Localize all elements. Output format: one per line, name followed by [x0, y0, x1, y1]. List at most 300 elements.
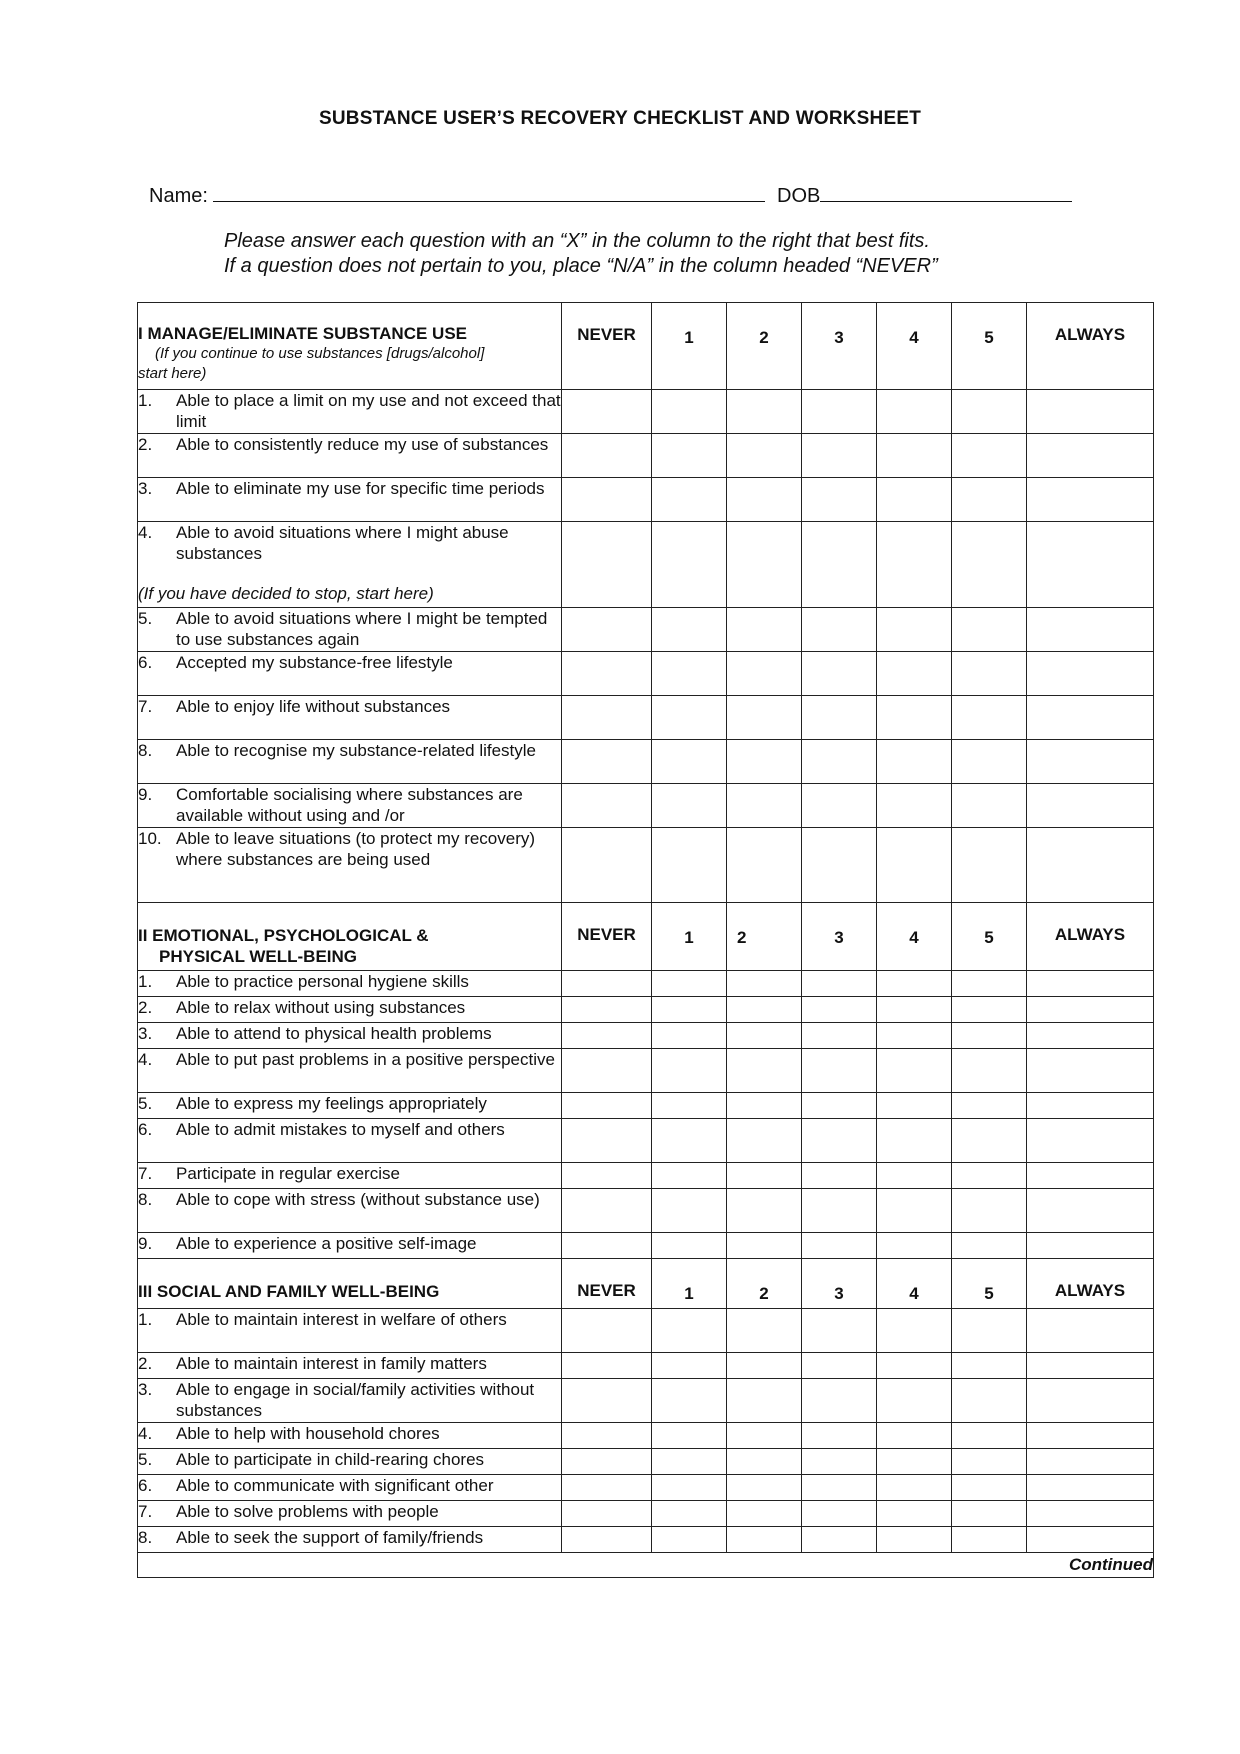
answer-cell-3[interactable] [802, 652, 877, 696]
answer-cell-1[interactable] [652, 784, 727, 828]
answer-cell-1[interactable] [652, 390, 727, 434]
answer-cell-never[interactable] [562, 1527, 652, 1553]
checklist-row [138, 997, 1154, 1023]
column-header-5: 5 [952, 1259, 1027, 1309]
section-title [138, 1259, 561, 1302]
item-text: Able to put past problems in a positive perspective [176, 1050, 555, 1069]
answer-cell-1[interactable] [652, 1233, 727, 1259]
answer-cell-never[interactable] [562, 1163, 652, 1189]
answer-cell-4[interactable] [877, 1233, 952, 1259]
answer-cell-4[interactable] [877, 1189, 952, 1233]
answer-cell-4[interactable] [877, 1353, 952, 1379]
answer-cell-always[interactable] [1027, 1309, 1154, 1353]
question-cell [138, 1309, 562, 1353]
section-note-line-2: start here) [138, 365, 207, 382]
answer-cell-2[interactable] [727, 1119, 802, 1163]
answer-cell-5[interactable] [952, 1449, 1027, 1475]
checklist-row [138, 478, 1154, 522]
checklist-row [138, 1353, 1154, 1379]
answer-cell-2[interactable] [727, 1023, 802, 1049]
answer-cell-never[interactable] [562, 478, 652, 522]
answer-cell-5[interactable] [952, 478, 1027, 522]
column-header-1: 1 [652, 303, 727, 390]
checklist-row [138, 1049, 1154, 1093]
answer-cell-1[interactable] [652, 1353, 727, 1379]
item-text: Able to leave situations (to protect my recovery) where substances are being used [176, 829, 536, 869]
item-number: 5. [138, 1450, 153, 1469]
checklist-row [138, 434, 1154, 478]
item-text: Able to solve problems with people [176, 1502, 439, 1521]
answer-cell-4[interactable] [877, 652, 952, 696]
page-title: SUBSTANCE USER’S RECOVERY CHECKLIST AND WORKSHEET [318, 108, 922, 129]
answer-cell-4[interactable] [877, 1093, 952, 1119]
answer-cell-1[interactable] [652, 1449, 727, 1475]
answer-cell-always[interactable] [1027, 522, 1154, 608]
answer-cell-always[interactable] [1027, 1233, 1154, 1259]
section-header-row [138, 303, 1154, 390]
answer-cell-never[interactable] [562, 522, 652, 608]
answer-cell-2[interactable] [727, 1501, 802, 1527]
answer-cell-5[interactable] [952, 1527, 1027, 1553]
answer-cell-5[interactable] [952, 1049, 1027, 1093]
answer-cell-4[interactable] [877, 1501, 952, 1527]
item-number: 3. [138, 479, 153, 498]
item-number: 9. [138, 785, 153, 804]
checklist-row [138, 740, 1154, 784]
answer-cell-2[interactable] [727, 1049, 802, 1093]
item-number: 3. [138, 1380, 153, 1399]
answer-cell-3[interactable] [802, 696, 877, 740]
answer-cell-5[interactable] [952, 1119, 1027, 1163]
item-number: 1. [138, 972, 153, 991]
checklist-row [138, 522, 1154, 608]
answer-cell-never[interactable] [562, 784, 652, 828]
answer-cell-2[interactable] [727, 1423, 802, 1449]
column-header-always: ALWAYS [1027, 303, 1154, 390]
name-label: Name: [149, 185, 208, 207]
answer-cell-never[interactable] [562, 1023, 652, 1049]
item-number: 5. [138, 1094, 153, 1113]
answer-cell-3[interactable] [802, 1233, 877, 1259]
answer-cell-never[interactable] [562, 1379, 652, 1423]
answer-cell-5[interactable] [952, 1189, 1027, 1233]
answer-cell-5[interactable] [952, 784, 1027, 828]
answer-cell-1[interactable] [652, 740, 727, 784]
item-text: Able to attend to physical health problems [176, 1024, 492, 1043]
answer-cell-4[interactable] [877, 1475, 952, 1501]
answer-cell-3[interactable] [802, 784, 877, 828]
answer-cell-3[interactable] [802, 1309, 877, 1353]
answer-cell-1[interactable] [652, 434, 727, 478]
answer-cell-2[interactable] [727, 1233, 802, 1259]
answer-cell-2[interactable] [727, 1379, 802, 1423]
column-header-1: 1 [652, 903, 727, 971]
checklist-row [138, 390, 1154, 434]
item-text: Able to experience a positive self-image [176, 1234, 477, 1253]
checklist-row [138, 1475, 1154, 1501]
dob-field[interactable] [820, 183, 1072, 202]
answer-cell-2[interactable] [727, 971, 802, 997]
answer-cell-4[interactable] [877, 608, 952, 652]
column-header-never: NEVER [562, 1259, 652, 1309]
answer-cell-4[interactable] [877, 1449, 952, 1475]
answer-cell-always[interactable] [1027, 740, 1154, 784]
answer-cell-3[interactable] [802, 478, 877, 522]
answer-cell-2[interactable] [727, 1353, 802, 1379]
answer-cell-always[interactable] [1027, 971, 1154, 997]
checklist-row [138, 1189, 1154, 1233]
answer-cell-3[interactable] [802, 1449, 877, 1475]
checklist-row [138, 1023, 1154, 1049]
answer-cell-3[interactable] [802, 1423, 877, 1449]
answer-cell-1[interactable] [652, 696, 727, 740]
section-note-line-1: (If you continue to use substances [drugs/alcohol] [155, 345, 485, 362]
item-number: 4. [138, 523, 153, 542]
answer-cell-2[interactable] [727, 1189, 802, 1233]
checklist-row [138, 1093, 1154, 1119]
answer-cell-never[interactable] [562, 971, 652, 997]
question-cell [138, 971, 562, 997]
answer-cell-5[interactable] [952, 1501, 1027, 1527]
answer-cell-2[interactable] [727, 1475, 802, 1501]
answer-cell-always[interactable] [1027, 784, 1154, 828]
answer-cell-1[interactable] [652, 1423, 727, 1449]
checklist-row [138, 608, 1154, 652]
answer-cell-2[interactable] [727, 997, 802, 1023]
answer-cell-5[interactable] [952, 390, 1027, 434]
item-number: 6. [138, 1120, 153, 1139]
section-title-line-2: PHYSICAL WELL-BEING [159, 947, 358, 966]
column-header-3: 3 [802, 1259, 877, 1309]
instruction-line-1: Please answer each question with an “X” in the column to the right that best fits. [224, 230, 930, 252]
item-number: 7. [138, 1502, 153, 1521]
answer-cell-2[interactable] [727, 1163, 802, 1189]
answer-cell-always[interactable] [1027, 1501, 1154, 1527]
answer-cell-5[interactable] [952, 1163, 1027, 1189]
answer-cell-4[interactable] [877, 1423, 952, 1449]
answer-cell-3[interactable] [802, 1475, 877, 1501]
answer-cell-always[interactable] [1027, 608, 1154, 652]
question-cell [138, 478, 562, 522]
answer-cell-3[interactable] [802, 740, 877, 784]
answer-cell-4[interactable] [877, 696, 952, 740]
answer-cell-4[interactable] [877, 1163, 952, 1189]
question-cell [138, 1353, 562, 1379]
section-title-cell [138, 903, 562, 971]
checklist-row [138, 1379, 1154, 1423]
answer-cell-always[interactable] [1027, 1527, 1154, 1553]
answer-cell-3[interactable] [802, 608, 877, 652]
answer-cell-5[interactable] [952, 434, 1027, 478]
answer-cell-2[interactable] [727, 608, 802, 652]
answer-cell-5[interactable] [952, 1309, 1027, 1353]
answer-cell-never[interactable] [562, 1093, 652, 1119]
answer-cell-5[interactable] [952, 1233, 1027, 1259]
item-number: 7. [138, 1164, 153, 1183]
answer-cell-1[interactable] [652, 1379, 727, 1423]
item-text: Able to avoid situations where I might be tempted to use substances again [176, 609, 548, 649]
answer-cell-always[interactable] [1027, 696, 1154, 740]
answer-cell-3[interactable] [802, 1527, 877, 1553]
checklist-row [138, 696, 1154, 740]
answer-cell-3[interactable] [802, 390, 877, 434]
answer-cell-3[interactable] [802, 828, 877, 903]
answer-cell-5[interactable] [952, 1423, 1027, 1449]
answer-cell-never[interactable] [562, 434, 652, 478]
answer-cell-always[interactable] [1027, 1119, 1154, 1163]
answer-cell-3[interactable] [802, 522, 877, 608]
answer-cell-2[interactable] [727, 1449, 802, 1475]
answer-cell-always[interactable] [1027, 1423, 1154, 1449]
question-cell [138, 522, 562, 608]
answer-cell-always[interactable] [1027, 1379, 1154, 1423]
answer-cell-always[interactable] [1027, 1163, 1154, 1189]
item-number: 4. [138, 1050, 153, 1069]
answer-cell-5[interactable] [952, 522, 1027, 608]
answer-cell-always[interactable] [1027, 997, 1154, 1023]
answer-cell-2[interactable] [727, 828, 802, 903]
item-text: Able to communicate with significant other [176, 1476, 494, 1495]
answer-cell-never[interactable] [562, 390, 652, 434]
checklist-row [138, 828, 1154, 903]
section-title [138, 303, 561, 344]
answer-cell-1[interactable] [652, 1163, 727, 1189]
answer-cell-3[interactable] [802, 1501, 877, 1527]
checklist-row [138, 1449, 1154, 1475]
item-number: 7. [138, 697, 153, 716]
answer-cell-4[interactable] [877, 1119, 952, 1163]
instruction-line-2: If a question does not pertain to you, place “N/A” in the column headed “NEVER” [224, 255, 938, 277]
answer-cell-2[interactable] [727, 434, 802, 478]
answer-cell-never[interactable] [562, 1423, 652, 1449]
item-text: Able to relax without using substances [176, 998, 466, 1017]
answer-cell-4[interactable] [877, 740, 952, 784]
checklist-row [138, 1163, 1154, 1189]
question-cell [138, 1379, 562, 1423]
item-text: Able to enjoy life without substances [176, 697, 451, 716]
answer-cell-1[interactable] [652, 828, 727, 903]
answer-cell-2[interactable] [727, 1309, 802, 1353]
item-number: 2. [138, 998, 153, 1017]
answer-cell-4[interactable] [877, 434, 952, 478]
answer-cell-5[interactable] [952, 1353, 1027, 1379]
answer-cell-2[interactable] [727, 1527, 802, 1553]
answer-cell-never[interactable] [562, 1233, 652, 1259]
item-text: Able to recognise my substance-related lifestyle [176, 741, 537, 760]
item-number: 9. [138, 1234, 153, 1253]
question-cell [138, 1163, 562, 1189]
answer-cell-4[interactable] [877, 1527, 952, 1553]
section-title-cell [138, 1259, 562, 1309]
item-number: 1. [138, 391, 153, 410]
answer-cell-never[interactable] [562, 696, 652, 740]
answer-cell-1[interactable] [652, 1023, 727, 1049]
answer-cell-4[interactable] [877, 997, 952, 1023]
answer-cell-5[interactable] [952, 971, 1027, 997]
column-header-5: 5 [952, 303, 1027, 390]
answer-cell-4[interactable] [877, 784, 952, 828]
question-cell [138, 1189, 562, 1233]
answer-cell-1[interactable] [652, 1527, 727, 1553]
answer-cell-3[interactable] [802, 971, 877, 997]
answer-cell-4[interactable] [877, 1379, 952, 1423]
item-text: Accepted my substance-free lifestyle [176, 653, 453, 672]
answer-cell-2[interactable] [727, 390, 802, 434]
answer-cell-1[interactable] [652, 1475, 727, 1501]
item-number: 2. [138, 435, 153, 454]
column-header-2: 2 [727, 303, 802, 390]
checklist-row [138, 1233, 1154, 1259]
answer-cell-2[interactable] [727, 740, 802, 784]
answer-cell-never[interactable] [562, 652, 652, 696]
column-header-5: 5 [952, 903, 1027, 971]
question-cell [138, 1501, 562, 1527]
answer-cell-3[interactable] [802, 1353, 877, 1379]
question-cell [138, 1093, 562, 1119]
checklist-row [138, 652, 1154, 696]
answer-cell-5[interactable] [952, 1379, 1027, 1423]
column-header-2: 2 [727, 903, 802, 971]
answer-cell-2[interactable] [727, 784, 802, 828]
item-text: Able to eliminate my use for specific time periods [176, 479, 545, 498]
answer-cell-always[interactable] [1027, 390, 1154, 434]
answer-cell-always[interactable] [1027, 1353, 1154, 1379]
answer-cell-5[interactable] [952, 740, 1027, 784]
answer-cell-always[interactable] [1027, 1449, 1154, 1475]
answer-cell-always[interactable] [1027, 478, 1154, 522]
column-header-never: NEVER [562, 303, 652, 390]
answer-cell-4[interactable] [877, 390, 952, 434]
answer-cell-1[interactable] [652, 1189, 727, 1233]
question-cell [138, 1449, 562, 1475]
answer-cell-3[interactable] [802, 997, 877, 1023]
answer-cell-always[interactable] [1027, 652, 1154, 696]
answer-cell-5[interactable] [952, 1023, 1027, 1049]
answer-cell-3[interactable] [802, 1093, 877, 1119]
checklist-row [138, 1501, 1154, 1527]
name-dob-line [149, 183, 1072, 208]
answer-cell-3[interactable] [802, 1163, 877, 1189]
answer-cell-1[interactable] [652, 1119, 727, 1163]
column-header-1: 1 [652, 1259, 727, 1309]
question-cell [138, 828, 562, 903]
checklist-row [138, 1119, 1154, 1163]
checklist-row [138, 1423, 1154, 1449]
answer-cell-1[interactable] [652, 1309, 727, 1353]
answer-cell-2[interactable] [727, 478, 802, 522]
answer-cell-1[interactable] [652, 608, 727, 652]
answer-cell-never[interactable] [562, 1353, 652, 1379]
item-text: Able to place a limit on my use and not exceed that limit [176, 391, 561, 431]
answer-cell-5[interactable] [952, 652, 1027, 696]
answer-cell-never[interactable] [562, 1309, 652, 1353]
answer-cell-1[interactable] [652, 997, 727, 1023]
column-header-3: 3 [802, 303, 877, 390]
answer-cell-1[interactable] [652, 1501, 727, 1527]
answer-cell-2[interactable] [727, 696, 802, 740]
item-text: Able to express my feelings appropriately [176, 1094, 487, 1113]
item-number: 3. [138, 1024, 153, 1043]
answer-cell-never[interactable] [562, 828, 652, 903]
answer-cell-1[interactable] [652, 1049, 727, 1093]
answer-cell-never[interactable] [562, 1049, 652, 1093]
answer-cell-3[interactable] [802, 1049, 877, 1093]
answer-cell-4[interactable] [877, 1309, 952, 1353]
section-title-cell [138, 303, 562, 390]
answer-cell-1[interactable] [652, 1093, 727, 1119]
answer-cell-never[interactable] [562, 1475, 652, 1501]
column-header-4: 4 [877, 903, 952, 971]
answer-cell-2[interactable] [727, 1093, 802, 1119]
item-text: Able to maintain interest in welfare of others [176, 1310, 507, 1329]
answer-cell-1[interactable] [652, 971, 727, 997]
answer-cell-always[interactable] [1027, 1049, 1154, 1093]
answer-cell-1[interactable] [652, 522, 727, 608]
answer-cell-2[interactable] [727, 652, 802, 696]
answer-cell-5[interactable] [952, 1093, 1027, 1119]
answer-cell-3[interactable] [802, 1023, 877, 1049]
answer-cell-4[interactable] [877, 971, 952, 997]
answer-cell-3[interactable] [802, 1119, 877, 1163]
answer-cell-5[interactable] [952, 608, 1027, 652]
answer-cell-1[interactable] [652, 652, 727, 696]
answer-cell-always[interactable] [1027, 1189, 1154, 1233]
item-text: Participate in regular exercise [176, 1164, 400, 1183]
item-text: Able to cope with stress (without substance use) [176, 1190, 540, 1209]
answer-cell-4[interactable] [877, 522, 952, 608]
answer-cell-4[interactable] [877, 1023, 952, 1049]
column-header-4: 4 [877, 1259, 952, 1309]
answer-cell-3[interactable] [802, 1189, 877, 1233]
item-text: Able to maintain interest in family matters [176, 1354, 487, 1373]
answer-cell-5[interactable] [952, 1475, 1027, 1501]
item-text: Able to engage in social/family activities without substances [176, 1380, 535, 1420]
answer-cell-3[interactable] [802, 434, 877, 478]
answer-cell-always[interactable] [1027, 1023, 1154, 1049]
answer-cell-never[interactable] [562, 1119, 652, 1163]
column-header-never: NEVER [562, 903, 652, 971]
answer-cell-never[interactable] [562, 997, 652, 1023]
answer-cell-never[interactable] [562, 608, 652, 652]
answer-cell-5[interactable] [952, 828, 1027, 903]
answer-cell-never[interactable] [562, 740, 652, 784]
answer-cell-4[interactable] [877, 828, 952, 903]
answer-cell-never[interactable] [562, 1449, 652, 1475]
item-text: Able to seek the support of family/friends [176, 1528, 484, 1547]
item-text: Able to practice personal hygiene skills [176, 972, 469, 991]
answer-cell-always[interactable] [1027, 828, 1154, 903]
name-field[interactable] [213, 183, 765, 202]
answer-cell-1[interactable] [652, 478, 727, 522]
stop-here-note: (If you have decided to stop, start here) [138, 584, 434, 603]
answer-cell-never[interactable] [562, 1189, 652, 1233]
answer-cell-4[interactable] [877, 1049, 952, 1093]
question-cell [138, 1233, 562, 1259]
answer-cell-3[interactable] [802, 1379, 877, 1423]
answer-cell-never[interactable] [562, 1501, 652, 1527]
answer-cell-always[interactable] [1027, 1475, 1154, 1501]
answer-cell-4[interactable] [877, 478, 952, 522]
section-title [138, 903, 561, 967]
answer-cell-always[interactable] [1027, 1093, 1154, 1119]
answer-cell-always[interactable] [1027, 434, 1154, 478]
answer-cell-5[interactable] [952, 997, 1027, 1023]
answer-cell-5[interactable] [952, 696, 1027, 740]
answer-cell-2[interactable] [727, 522, 802, 608]
checklist-row [138, 1309, 1154, 1353]
question-cell [138, 1119, 562, 1163]
item-number: 8. [138, 1528, 153, 1547]
